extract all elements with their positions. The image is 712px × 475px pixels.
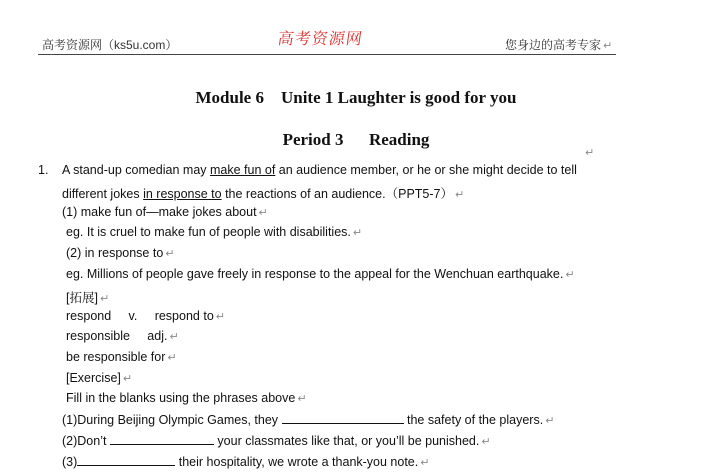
header-logo: 高考资源网 <box>276 29 365 48</box>
exercise-3: (3) their hospitality, we wrote a thank-you note. ↵ <box>62 455 430 469</box>
header-site-name: 高考资源网（ks5u.com） <box>42 38 178 52</box>
page-header <box>0 0 712 60</box>
phrase-be-responsible-for: be responsible for ↵ <box>66 350 177 364</box>
point-1-example: eg. It is cruel to make fun of people with disabilities. ↵ <box>66 225 363 239</box>
point-2: (2) in response to ↵ <box>66 246 175 260</box>
exercise-2: (2)Don’t your classmates like that, or you’ll be punished. ↵ <box>62 434 491 448</box>
word-respond: respond v. respond to ↵ <box>66 309 225 323</box>
point-2-example: eg. Millions of people gave freely in response to the appeal for the Wenchuan earthquake. ↵ <box>66 267 575 281</box>
exercise-1-blank[interactable] <box>282 412 404 424</box>
exercise-3-blank[interactable] <box>77 454 175 466</box>
paragraph-mark: ↵ <box>585 147 595 159</box>
word-responsible: responsible adj. ↵ <box>66 329 179 343</box>
phrase-make-fun-of: make fun of <box>210 163 276 177</box>
module-title: Module 6 Unite 1 Laughter is good for you <box>195 88 517 107</box>
paragraph-line-2: different jokes in response to the reactions of an audience.（PPT5-7） ↵ <box>62 187 465 201</box>
exercise-instruction: Fill in the blanks using the phrases above ↵ <box>66 391 307 405</box>
phrase-in-response-to: in response to <box>143 187 222 201</box>
exercise-heading: [Exercise] ↵ <box>66 371 133 385</box>
header-slogan: 您身边的高考专家 ↵ <box>505 38 613 52</box>
header-divider <box>38 54 616 55</box>
point-1: (1) make fun of—make jokes about ↵ <box>62 205 268 219</box>
paragraph-line-1: A stand-up comedian may make fun of an audience member, or he or she might decide to tell <box>62 163 577 177</box>
period-title: Period 3 Reading <box>282 130 430 149</box>
item-number: 1. <box>38 163 49 177</box>
exercise-2-blank[interactable] <box>110 433 214 445</box>
extension-heading: [拓展] ↵ <box>66 291 110 305</box>
exercise-1: (1)During Beijing Olympic Games, they the safety of the players. ↵ <box>62 413 555 427</box>
